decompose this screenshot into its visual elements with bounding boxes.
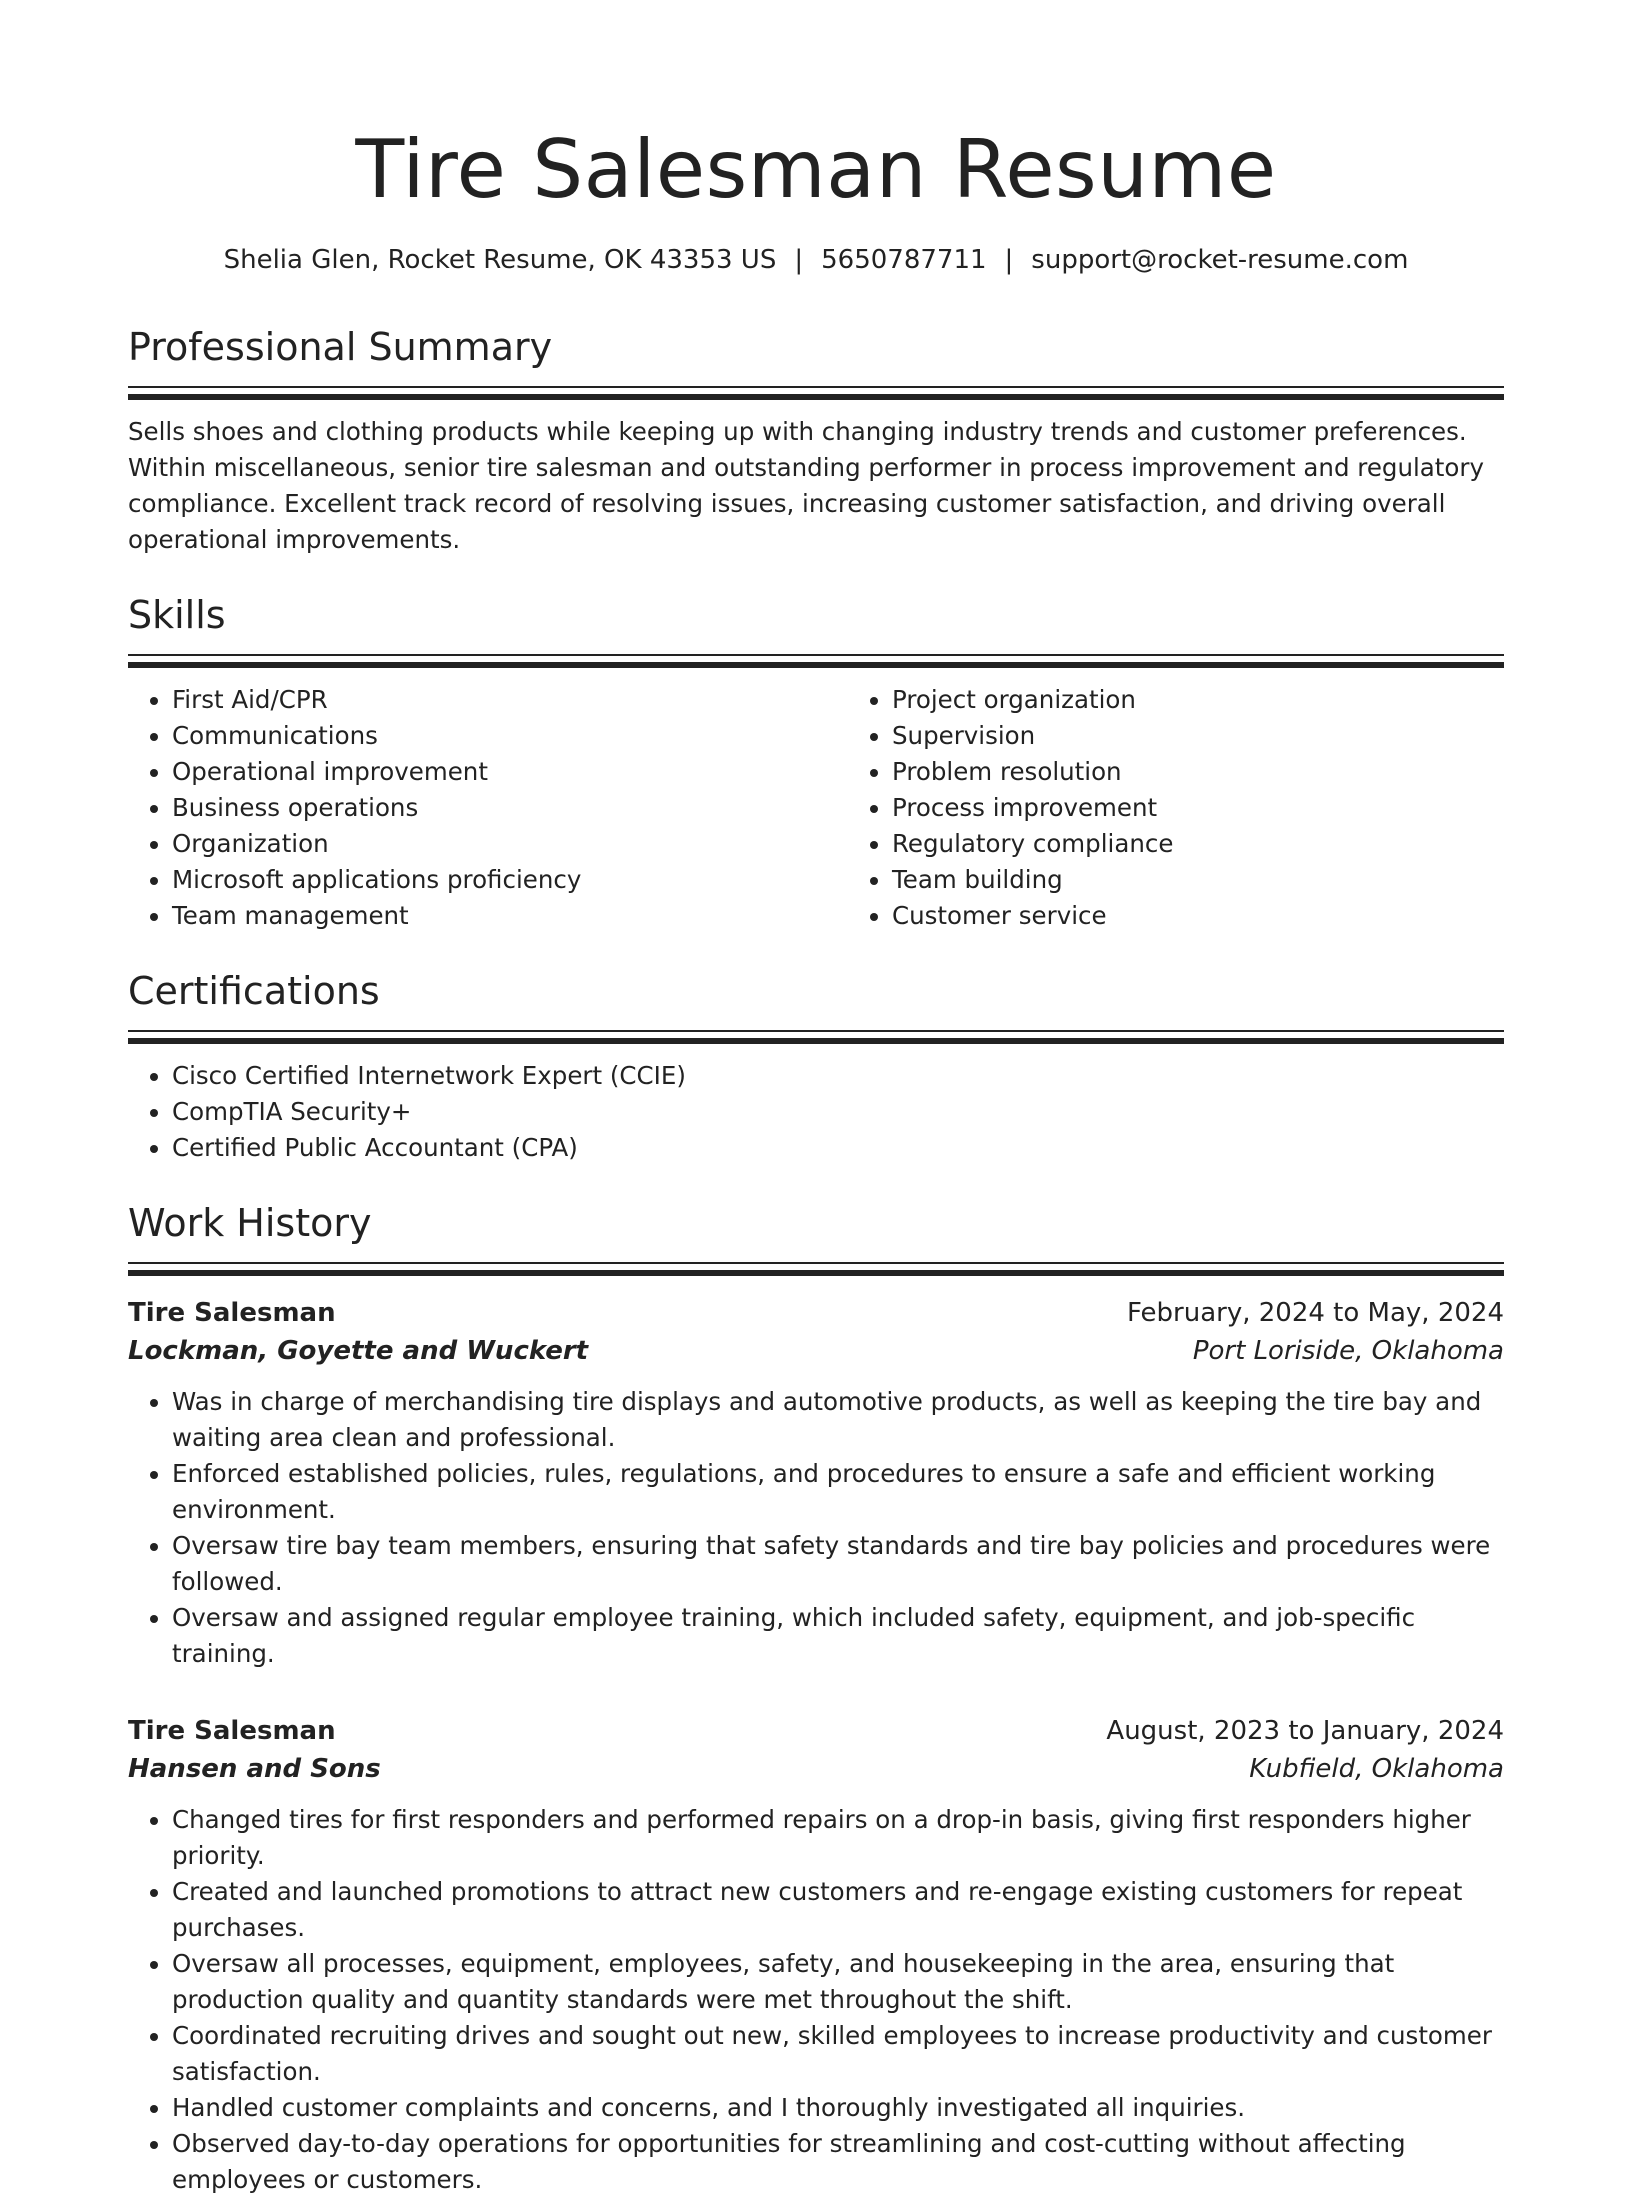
section-divider [128,654,1504,668]
job-duty-item: • Oversaw all processes, equipment, employees, safety, and housekeeping in the area, ensuring that production quality and quantity standards were met throughout the shift. [172,1946,1504,2018]
job-duty-item: • Created and launched promotions to attract new customers and re-engage existing customers for repeat purchases. [172,1874,1504,1946]
job-dates: February, 2024 to May, 2024 [1127,1298,1504,1328]
section-divider [128,386,1504,400]
certification-item: • Certified Public Accountant (CPA) [172,1130,1504,1166]
skill-item: • Process improvement [892,790,1568,826]
skill-item: • Operational improvement [172,754,848,790]
work-history-heading: Work History [128,1201,372,1245]
job-company: Lockman, Goyette and Wuckert [128,1336,589,1366]
summary-text: Sells shoes and clothing products while keeping up with changing industry trends and customer preferences. Within miscellaneous, senior tire salesman and outstanding performer in process improvement and regulatory compliance. Excellent track record of resolving issues, increasing customer satisfaction, and driving overall operational improvements. [128,417,1484,554]
job-duty-item: • Enforced established policies, rules, regulations, and procedures to ensure a safe and efficient working environment. [172,1456,1504,1528]
skill-item: • Project organization [892,682,1568,718]
summary-section [128,322,1504,558]
section-divider [128,1262,1504,1276]
summary-heading: Professional Summary [128,325,553,369]
job-duty-item: • Oversaw tire bay team members, ensuring that safety standards and tire bay policies and procedures were followed. [172,1528,1504,1600]
skills-grid [128,682,1504,934]
skill-item: • Customer service [892,898,1568,934]
job-duty-item: • Handled customer complaints and concerns, and I thoroughly investigated all inquiries. [172,2090,1504,2126]
skill-item: • First Aid/CPR [172,682,848,718]
job-entry [128,1712,1504,2198]
job-location: Port Loriside, Oklahoma [1192,1336,1504,1366]
job-duty-item: • Observed day-to-day operations for opportunities for streamlining and cost-cutting without affecting employees or customers. [172,2126,1504,2198]
skill-item: • Team management [172,898,848,934]
job-location: Kubfield, Oklahoma [1249,1754,1504,1784]
skill-item: • Team building [892,862,1568,898]
certification-item: • CompTIA Security+ [172,1094,1504,1130]
certification-item: • Cisco Certified Internetwork Expert (CCIE) [172,1058,1504,1094]
job-subheader-row [128,1750,1504,1788]
job-title: Tire Salesman [128,1716,336,1746]
contact-email: support@rocket-resume.com [1031,245,1409,275]
skill-item: • Regulatory compliance [892,826,1568,862]
job-duty-item: • Was in charge of merchandising tire displays and automotive products, as well as keeping the tire bay and waiting area clean and professional. [172,1384,1504,1456]
certifications-list [128,1058,1504,1166]
certifications-section [128,966,1504,1166]
skill-item: • Supervision [892,718,1568,754]
skills-list-right [848,682,1568,934]
skill-item: • Organization [172,826,848,862]
resume-title: Tire Salesman Resume [355,123,1277,216]
contact-address: Shelia Glen, Rocket Resume, OK 43353 US [223,245,777,275]
contact-line [128,240,1504,280]
skill-item: • Communications [172,718,848,754]
job-title: Tire Salesman [128,1298,336,1328]
skills-heading: Skills [128,593,226,637]
job-subheader-row [128,1332,1504,1370]
contact-separator: | [1004,245,1014,275]
certifications-heading: Certifications [128,969,380,1013]
job-entry [128,1294,1504,1672]
skill-item: • Business operations [172,790,848,826]
skill-item: • Problem resolution [892,754,1568,790]
job-duty-item: • Oversaw and assigned regular employee training, which included safety, equipment, and job-specific training. [172,1600,1504,1672]
job-dates: August, 2023 to January, 2024 [1106,1716,1504,1746]
job-duties-list [128,1384,1504,1672]
job-duty-item: • Changed tires for first responders and performed repairs on a drop-in basis, giving first responders higher priority. [172,1802,1504,1874]
job-duty-item: • Coordinated recruiting drives and sought out new, skilled employees to increase productivity and customer satisfaction. [172,2018,1504,2090]
skills-list-left [128,682,848,934]
job-company: Hansen and Sons [128,1754,381,1784]
job-header-row [128,1294,1504,1332]
work-history-section [128,1198,1504,2198]
job-duties-list [128,1802,1504,2198]
skill-item: • Microsoft applications proficiency [172,862,848,898]
contact-phone: 5650787711 [821,245,987,275]
skills-section [128,590,1504,934]
job-header-row [128,1712,1504,1750]
contact-separator: | [794,245,804,275]
section-divider [128,1030,1504,1044]
